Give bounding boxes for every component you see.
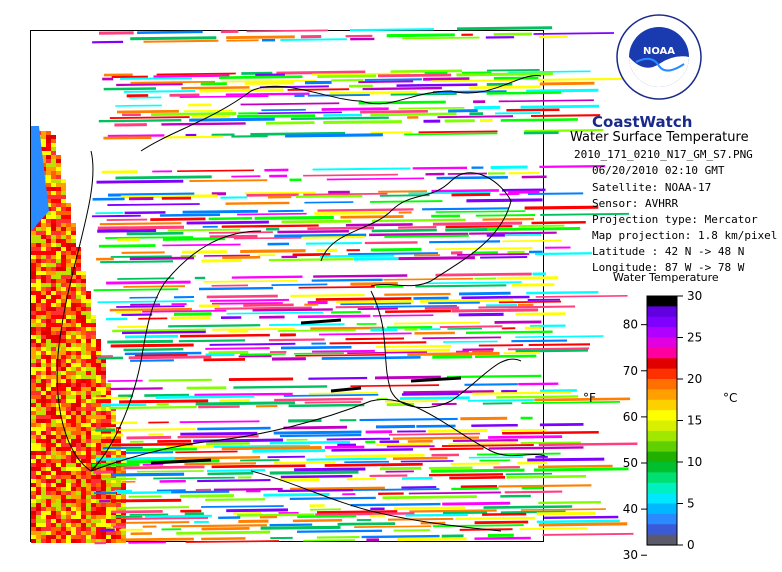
sst-swath-image [31,31,545,543]
celsius-tick-label: 0 [687,538,695,552]
celsius-tick-label: 25 [687,330,703,345]
longitude-range: Longitude: 87 W -> 78 W [592,261,745,274]
scale-swatch [647,493,677,504]
satellite-info: Satellite: NOAA-17 [592,181,712,194]
scale-swatch [647,483,677,494]
svg-text:NOAA: NOAA [642,46,676,57]
scale-swatch [647,400,677,411]
scale-swatch [647,338,677,349]
scale-swatch [647,514,677,525]
celsius-tick-label: 20 [687,372,703,386]
brand-title: CoastWatch [592,113,693,131]
fahrenheit-tick-label: 70 [622,363,638,378]
legend-title: Water Temperature [613,271,719,284]
fahrenheit-tick-label: 40 [622,502,638,517]
date-time: 06/20/2010 02:10 GMT [592,164,725,177]
product-title: Water Surface Temperature [570,130,749,145]
scale-swatch [647,306,677,317]
scale-swatch [647,462,677,473]
celsius-tick-label: 15 [687,413,703,428]
sst-map[interactable] [30,30,544,542]
projection-type: Projection type: Mercator [592,213,758,226]
swath-bands [92,28,638,544]
scale-swatch [647,379,677,390]
scale-swatch [647,431,677,442]
land-area [31,126,126,543]
temperature-color-scale [575,289,738,563]
fahrenheit-tick-label: 30 [622,548,638,563]
celsius-unit: °C [723,391,738,405]
fahrenheit-tick-label: 50 [622,456,638,470]
fahrenheit-tick-label: 80 [622,317,638,332]
scale-swatch [647,410,677,421]
scale-swatch [647,358,677,369]
noaa-logo [616,14,702,100]
scale-swatch [647,504,677,515]
celsius-tick-label: 30 [687,289,703,303]
scale-swatch [647,348,677,359]
fahrenheit-tick-label: 60 [622,409,638,424]
scale-swatch [647,441,677,452]
scale-swatch [647,472,677,483]
scale-swatch [647,421,677,432]
scale-swatch [647,452,677,463]
fahrenheit-unit: °F [583,391,596,405]
sensor-info: Sensor: AVHRR [592,197,679,210]
scale-swatch [647,296,677,307]
map-projection: Map projection: 1.8 km/pixel [592,229,778,242]
scale-swatch [647,389,677,400]
scale-swatch [647,317,677,328]
celsius-tick-label: 10 [687,455,703,469]
file-name: 2010_171_0210_N17_GM_S7.PNG [574,148,753,161]
celsius-tick-label: 5 [687,496,695,511]
scale-swatch [647,535,677,546]
scale-swatch [647,327,677,338]
scale-swatch [647,524,677,535]
latitude-range: Latitude : 42 N -> 48 N [592,245,745,258]
scale-swatch [647,369,677,380]
